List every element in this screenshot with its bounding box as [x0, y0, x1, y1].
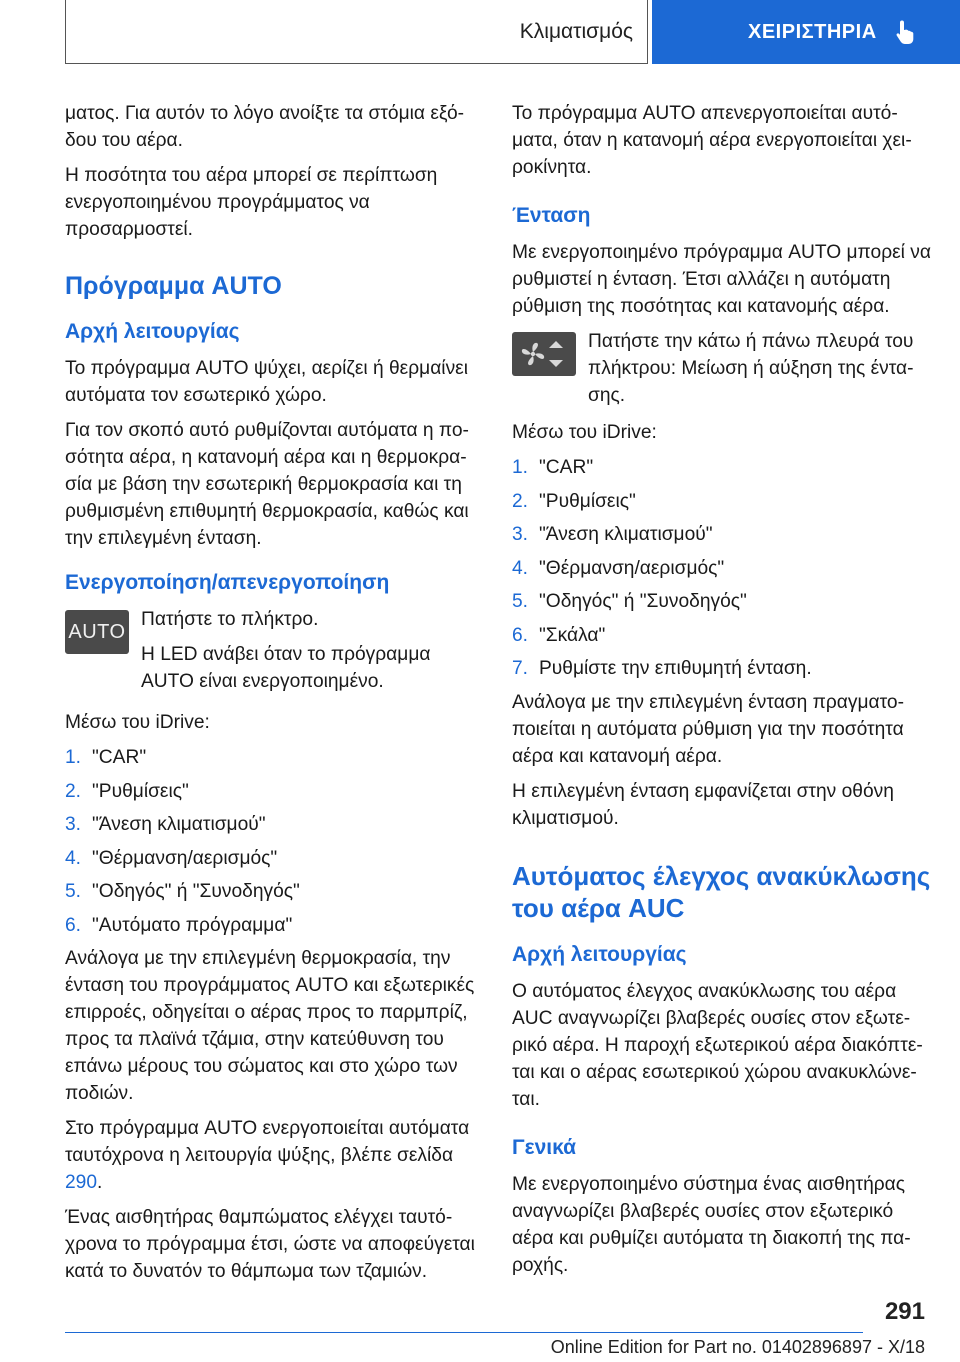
- paragraph: Η επιλεγμένη ένταση εμφανίζεται στην οθόνη κλιματισμού.: [512, 780, 894, 829]
- paragraph: Ο αυτόματος έλεγχος ανακύκλωσης του αέρα AUC αναγνωρίζει βλαβερές ουσίες στον εξωτερικό αέρα. Η παροχή εξωτερικού αέρα διακόπτεται και ο αέρας εσωτερικού χώρου ανακυκλώνεται.: [512, 980, 923, 1110]
- page-290-link[interactable]: 290: [65, 1172, 98, 1193]
- pointing-hand-icon: [895, 19, 917, 45]
- key-instruction-text: Πατήστε το πλήκτρο.: [141, 609, 319, 630]
- paragraph: Το πρόγραμμα AUTO απενεργοποιείται αυτόματα, όταν η κατανομή αέρα ενεργοποιείται χειροκίνητα.: [512, 103, 912, 178]
- idrive-steps-list: [512, 454, 932, 682]
- paragraph-with-link: Στο πρόγραμμα AUTO ενεργοποιείται αυτόματα ταυτόχρονα η λειτουργία ψύξης, βλέπε σελίδα 290.: [65, 1118, 470, 1193]
- header-section-title: Κλιματισμός: [519, 19, 633, 43]
- right-column: [512, 100, 932, 1287]
- header-chapter-title: ΧΕΙΡΙΣΤΗΡΙΑ: [748, 20, 877, 43]
- list-item: 1. "CAR": [65, 747, 147, 768]
- heading-principle: Αρχή λειτουργίας: [65, 320, 240, 343]
- paragraph: Ανάλογα με την επιλεγμένη θερμοκρασία, την ένταση του προγράμματος AUTO και εξωτερικές επιρροές, οδηγείται ο αέρας προς το παρμπρίζ, προς τα πλαϊνά τζάμια, στην κατεύθυνση του επάνω μέρους του σώματος και στο χώρο των ποδιών.: [65, 948, 475, 1104]
- left-column: [65, 100, 485, 1293]
- list-item: 4. "Θέρμανση/αερισμός": [65, 847, 278, 869]
- paragraph: Με ενεργοποιημένο πρόγραμμα AUTO μπορεί να ρυθμιστεί η ένταση. Έτσι αλλάζει η αυτόματη ρύθμιση της ποσότητας και κατανομής αέρα.: [512, 242, 931, 317]
- paragraph: Η ποσότητα του αέρα μπορεί σε περίπτωση ενεργοποιημένου προγράμματος να προσαρμοστεί.: [65, 165, 438, 240]
- list-item: 6. "Σκάλα": [512, 624, 606, 646]
- list-item: 3. "Άνεση κλιματισμού": [65, 814, 266, 835]
- list-item: 7. Ρυθμίστε την επιθυμητή ένταση.: [512, 658, 812, 679]
- key-led-text: Η LED ανάβει όταν το πρόγραμμα AUTO είναι ενεργοποιημένο.: [141, 644, 431, 692]
- auto-key-label: AUTO: [68, 620, 126, 643]
- list-item: 2. "Ρυθμίσεις": [65, 780, 189, 802]
- heading-intensity: Ένταση: [512, 204, 591, 227]
- page-number: 291: [884, 1298, 925, 1325]
- paragraph: Για τον σκοπό αυτό ρυθμίζονται αυτόματα η ποσότητα αέρα, η κατανομή αέρα και η θερμοκρασία με βάση την εσωτερική θερμοκρασία και τη ρυθμισμένη επιθυμητή θερμοκρασία, καθώς και την επιλεγμένη ένταση.: [65, 420, 469, 549]
- auto-key-icon: [65, 610, 129, 654]
- list-item: 2. "Ρυθμίσεις": [512, 490, 636, 512]
- heading-principle: Αρχή λειτουργίας: [512, 942, 687, 966]
- heading-auc: Αυτόματος έλεγχος ανακύκλωσης του αέρα AUC: [512, 860, 931, 923]
- auto-key-instruction: [65, 606, 485, 695]
- list-item: 5. "Οδηγός" ή "Συνοδηγός": [512, 591, 747, 612]
- list-item: 4. "Θέρμανση/αερισμός": [512, 557, 725, 579]
- paragraph: Με ενεργοποιημένο σύστημα ένας αισθητήρας αναγνωρίζει βλαβερές ουσίες στον εξωτερικό αέρα και ρυθμίζει αυτόματα τη διακοπή της παροχής.: [512, 1173, 911, 1276]
- fan-intensity-icon: [512, 332, 576, 376]
- list-item: 6. "Αυτόματο πρόγραμμα": [65, 914, 293, 936]
- heading-general: Γενικά: [512, 1135, 577, 1159]
- heading-auto-program: Πρόγραμμα AUTO: [65, 272, 282, 300]
- idrive-steps-list: [65, 744, 485, 939]
- header-section-tab: [65, 0, 648, 64]
- list-item: 3. "Άνεση κλιματισμού": [512, 524, 713, 545]
- header-chapter-tab: [652, 0, 960, 64]
- paragraph: Ανάλογα με την επιλεγμένη ένταση πραγματοποιείται η αυτόματα ρύθμιση για την ποσότητα αέρα και κατανομή αέρα.: [512, 691, 904, 767]
- footer-divider: [65, 1332, 863, 1333]
- paragraph: ματος. Για αυτόν το λόγο ανοίξτε τα στόμια εξόδου του αέρα.: [65, 103, 465, 151]
- list-item: 1. "CAR": [512, 457, 594, 478]
- idrive-intro: Μέσω του iDrive:: [512, 422, 657, 443]
- paragraph: Το πρόγραμμα AUTO ψύχει, αερίζει ή θερμαίνει αυτόματα τον εσωτερικό χώρο.: [65, 358, 468, 406]
- footer-edition: Online Edition for Part no. 01402896897 - X/18: [550, 1337, 925, 1357]
- idrive-intro: Μέσω του iDrive:: [65, 712, 210, 733]
- intensity-key-instruction: [512, 328, 932, 409]
- paragraph: Ένας αισθητήρας θαμπώματος ελέγχει ταυτόχρονα το πρόγραμμα έτσι, ώστε να αποφεύγεται κατά το δυνατόν το θάμπωμα των τζαμιών.: [65, 1207, 475, 1282]
- list-item: 5. "Οδηγός" ή "Συνοδηγός": [65, 881, 300, 902]
- key-instruction-text: Πατήστε την κάτω ή πάνω πλευρά του πλήκτρου: Μείωση ή αύξηση της έντασης.: [588, 331, 914, 406]
- heading-activation: Ενεργοποίηση/απενεργοποίηση: [65, 571, 390, 594]
